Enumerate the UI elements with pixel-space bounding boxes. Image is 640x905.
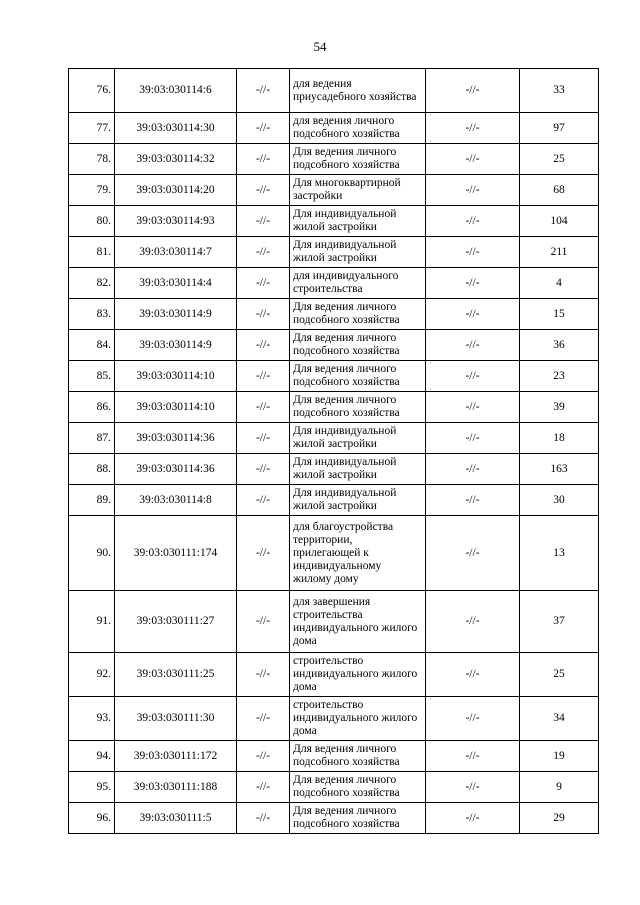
ditto-mark: -//- bbox=[237, 206, 290, 237]
permitted-use: Для ведения личного подсобного хозяйства bbox=[290, 299, 426, 330]
cadastral-number: 39:03:030114:9 bbox=[115, 299, 237, 330]
table-row bbox=[69, 175, 599, 206]
cadastral-number: 39:03:030114:30 bbox=[115, 113, 237, 144]
row-number: 80. bbox=[69, 206, 115, 237]
cadastral-number: 39:03:030111:188 bbox=[115, 772, 237, 803]
permitted-use: Для индивидуальной жилой застройки bbox=[290, 454, 426, 485]
row-number: 78. bbox=[69, 144, 115, 175]
table-row bbox=[69, 454, 599, 485]
ditto-mark: -//- bbox=[426, 361, 520, 392]
ditto-mark: -//- bbox=[426, 653, 520, 697]
ditto-mark: -//- bbox=[426, 697, 520, 741]
row-number: 93. bbox=[69, 697, 115, 741]
page-number: 54 bbox=[313, 39, 327, 54]
row-number: 86. bbox=[69, 392, 115, 423]
table-row bbox=[69, 206, 599, 237]
permitted-use: Для ведения личного подсобного хозяйства bbox=[290, 803, 426, 834]
area-value: 4 bbox=[520, 268, 599, 299]
ditto-mark: -//- bbox=[237, 516, 290, 591]
row-number: 88. bbox=[69, 454, 115, 485]
ditto-mark: -//- bbox=[237, 741, 290, 772]
area-value: 30 bbox=[520, 485, 599, 516]
ditto-mark: -//- bbox=[237, 392, 290, 423]
table-row bbox=[69, 803, 599, 834]
ditto-mark: -//- bbox=[237, 454, 290, 485]
area-value: 15 bbox=[520, 299, 599, 330]
table-row bbox=[69, 69, 599, 113]
ditto-mark: -//- bbox=[426, 268, 520, 299]
permitted-use: Для индивидуальной жилой застройки bbox=[290, 423, 426, 454]
row-number: 81. bbox=[69, 237, 115, 268]
permitted-use: для благоустройства территории, прилегающей к индивидуальному жилому дому bbox=[290, 516, 426, 591]
table-row bbox=[69, 237, 599, 268]
ditto-mark: -//- bbox=[237, 591, 290, 653]
permitted-use: строительство индивидуального жилого дома bbox=[290, 653, 426, 697]
cadastral-number: 39:03:030111:172 bbox=[115, 741, 237, 772]
permitted-use: Для ведения личного подсобного хозяйства bbox=[290, 772, 426, 803]
ditto-mark: -//- bbox=[237, 113, 290, 144]
table-row bbox=[69, 330, 599, 361]
area-value: 34 bbox=[520, 697, 599, 741]
row-number: 90. bbox=[69, 516, 115, 591]
ditto-mark: -//- bbox=[237, 237, 290, 268]
ditto-mark: -//- bbox=[237, 330, 290, 361]
row-number: 94. bbox=[69, 741, 115, 772]
area-value: 25 bbox=[520, 144, 599, 175]
ditto-mark: -//- bbox=[237, 423, 290, 454]
permitted-use: для индивидуального строительства bbox=[290, 268, 426, 299]
ditto-mark: -//- bbox=[237, 653, 290, 697]
cadastral-number: 39:03:030111:174 bbox=[115, 516, 237, 591]
row-number: 83. bbox=[69, 299, 115, 330]
table-row bbox=[69, 423, 599, 454]
permitted-use: для завершения строительства индивидуального жилого дома bbox=[290, 591, 426, 653]
row-number: 91. bbox=[69, 591, 115, 653]
ditto-mark: -//- bbox=[426, 485, 520, 516]
ditto-mark: -//- bbox=[237, 69, 290, 113]
table-row bbox=[69, 361, 599, 392]
cadastral-number: 39:03:030111:27 bbox=[115, 591, 237, 653]
ditto-mark: -//- bbox=[237, 175, 290, 206]
cadastral-number: 39:03:030114:20 bbox=[115, 175, 237, 206]
permitted-use: Для индивидуальной жилой застройки bbox=[290, 485, 426, 516]
area-value: 18 bbox=[520, 423, 599, 454]
row-number: 96. bbox=[69, 803, 115, 834]
cadastral-number: 39:03:030114:7 bbox=[115, 237, 237, 268]
area-value: 9 bbox=[520, 772, 599, 803]
cadastral-number: 39:03:030114:8 bbox=[115, 485, 237, 516]
ditto-mark: -//- bbox=[426, 423, 520, 454]
ditto-mark: -//- bbox=[426, 206, 520, 237]
row-number: 95. bbox=[69, 772, 115, 803]
area-value: 39 bbox=[520, 392, 599, 423]
ditto-mark: -//- bbox=[237, 361, 290, 392]
ditto-mark: -//- bbox=[426, 330, 520, 361]
row-number: 84. bbox=[69, 330, 115, 361]
area-value: 13 bbox=[520, 516, 599, 591]
area-value: 36 bbox=[520, 330, 599, 361]
table-row bbox=[69, 653, 599, 697]
table-row bbox=[69, 516, 599, 591]
ditto-mark: -//- bbox=[237, 299, 290, 330]
permitted-use: Для многоквартирной застройки bbox=[290, 175, 426, 206]
ditto-mark: -//- bbox=[426, 175, 520, 206]
permitted-use: для ведения приусадебного хозяйства bbox=[290, 69, 426, 113]
row-number: 89. bbox=[69, 485, 115, 516]
area-value: 19 bbox=[520, 741, 599, 772]
ditto-mark: -//- bbox=[426, 772, 520, 803]
area-value: 104 bbox=[520, 206, 599, 237]
permitted-use: строительство индивидуального жилого дома bbox=[290, 697, 426, 741]
ditto-mark: -//- bbox=[426, 237, 520, 268]
ditto-mark: -//- bbox=[426, 741, 520, 772]
table-row bbox=[69, 697, 599, 741]
cadastral-number: 39:03:030114:10 bbox=[115, 361, 237, 392]
area-value: 29 bbox=[520, 803, 599, 834]
permitted-use: Для ведения личного подсобного хозяйства bbox=[290, 361, 426, 392]
table-row bbox=[69, 299, 599, 330]
area-value: 211 bbox=[520, 237, 599, 268]
row-number: 82. bbox=[69, 268, 115, 299]
cadastral-number: 39:03:030114:4 bbox=[115, 268, 237, 299]
ditto-mark: -//- bbox=[426, 113, 520, 144]
row-number: 76. bbox=[69, 69, 115, 113]
cadastral-number: 39:03:030114:9 bbox=[115, 330, 237, 361]
row-number: 87. bbox=[69, 423, 115, 454]
permitted-use: Для индивидуальной жилой застройки bbox=[290, 237, 426, 268]
table-row bbox=[69, 392, 599, 423]
row-number: 85. bbox=[69, 361, 115, 392]
area-value: 68 bbox=[520, 175, 599, 206]
land-plots-table bbox=[68, 68, 599, 834]
ditto-mark: -//- bbox=[237, 485, 290, 516]
ditto-mark: -//- bbox=[426, 803, 520, 834]
row-number: 92. bbox=[69, 653, 115, 697]
row-number: 77. bbox=[69, 113, 115, 144]
cadastral-number: 39:03:030111:30 bbox=[115, 697, 237, 741]
area-value: 37 bbox=[520, 591, 599, 653]
table-row bbox=[69, 591, 599, 653]
ditto-mark: -//- bbox=[237, 144, 290, 175]
table-row bbox=[69, 485, 599, 516]
area-value: 163 bbox=[520, 454, 599, 485]
ditto-mark: -//- bbox=[237, 697, 290, 741]
permitted-use: Для ведения личного подсобного хозяйства bbox=[290, 330, 426, 361]
ditto-mark: -//- bbox=[237, 268, 290, 299]
row-number: 79. bbox=[69, 175, 115, 206]
area-value: 97 bbox=[520, 113, 599, 144]
ditto-mark: -//- bbox=[426, 299, 520, 330]
ditto-mark: -//- bbox=[426, 591, 520, 653]
cadastral-number: 39:03:030114:32 bbox=[115, 144, 237, 175]
ditto-mark: -//- bbox=[237, 803, 290, 834]
area-value: 23 bbox=[520, 361, 599, 392]
cadastral-number: 39:03:030114:36 bbox=[115, 423, 237, 454]
table-row bbox=[69, 113, 599, 144]
table-row bbox=[69, 268, 599, 299]
cadastral-number: 39:03:030114:93 bbox=[115, 206, 237, 237]
permitted-use: Для индивидуальной жилой застройки bbox=[290, 206, 426, 237]
ditto-mark: -//- bbox=[237, 772, 290, 803]
cadastral-number: 39:03:030114:10 bbox=[115, 392, 237, 423]
area-value: 33 bbox=[520, 69, 599, 113]
permitted-use: Для ведения личного подсобного хозяйства bbox=[290, 144, 426, 175]
table-row bbox=[69, 772, 599, 803]
table-row bbox=[69, 144, 599, 175]
permitted-use: для ведения личного подсобного хозяйства bbox=[290, 113, 426, 144]
area-value: 25 bbox=[520, 653, 599, 697]
ditto-mark: -//- bbox=[426, 69, 520, 113]
table-row bbox=[69, 741, 599, 772]
ditto-mark: -//- bbox=[426, 516, 520, 591]
cadastral-number: 39:03:030114:6 bbox=[115, 69, 237, 113]
cadastral-number: 39:03:030111:25 bbox=[115, 653, 237, 697]
ditto-mark: -//- bbox=[426, 144, 520, 175]
ditto-mark: -//- bbox=[426, 454, 520, 485]
permitted-use: Для ведения личного подсобного хозяйства bbox=[290, 392, 426, 423]
ditto-mark: -//- bbox=[426, 392, 520, 423]
permitted-use: Для ведения личного подсобного хозяйства bbox=[290, 741, 426, 772]
cadastral-number: 39:03:030114:36 bbox=[115, 454, 237, 485]
cadastral-number: 39:03:030111:5 bbox=[115, 803, 237, 834]
